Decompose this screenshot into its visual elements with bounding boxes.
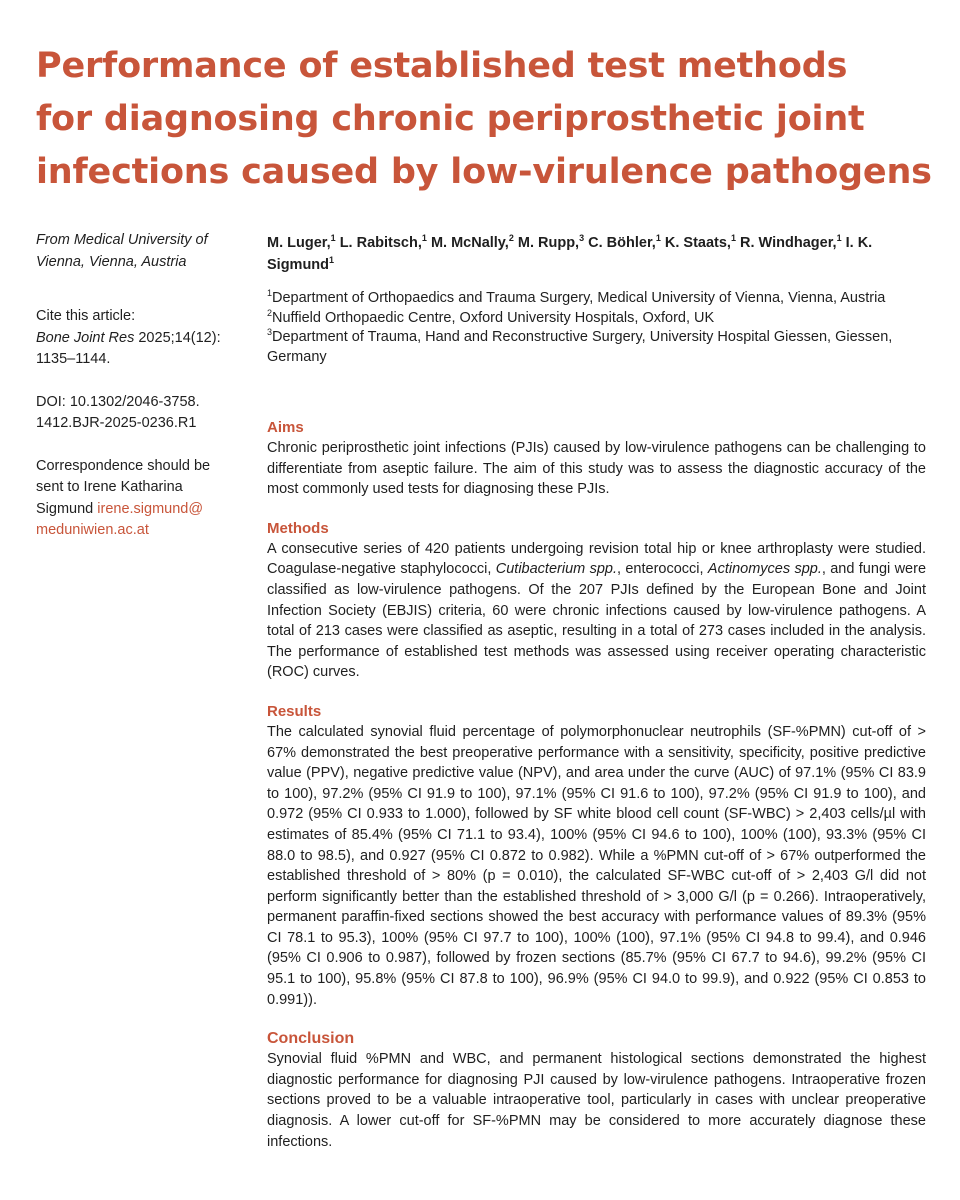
email-link-part-1[interactable]: irene.sigmund@ bbox=[97, 500, 204, 517]
affiliation-sup: 3 bbox=[267, 327, 273, 338]
author-affil-sup: 1 bbox=[655, 233, 661, 244]
origin-line-2: Vienna, Vienna, Austria bbox=[36, 253, 187, 270]
cite-journal-line bbox=[36, 328, 236, 350]
affiliation-sup: 2 bbox=[267, 307, 273, 318]
aims-text: Chronic periprosthetic joint infections (PJIs) caused by low-virulence pathogens can be challenging to differentiate from aseptic failure. The aim of this study was to assess the diagnostic accuracy of the most commonly used tests for diagnosing these PJIs. bbox=[267, 440, 926, 498]
methods-section bbox=[267, 519, 926, 683]
abstract bbox=[267, 418, 926, 1171]
author-affil-sup: 1 bbox=[836, 233, 842, 244]
corr-line-2: sent to Irene Katharina bbox=[36, 479, 183, 495]
corr-line-3 bbox=[36, 499, 236, 521]
results-heading: Results bbox=[267, 702, 322, 720]
methods-text-a: A consecutive series of 420 patients undergoing revision total hip or knee arthroplasty were studied. Coagulase-negative staphylococci, bbox=[267, 540, 926, 578]
author: I. K. Sigmund bbox=[267, 235, 873, 273]
author-affil-sup: 3 bbox=[579, 233, 585, 244]
affiliation-text: Department of Orthopaedics and Trauma Surgery, Medical University of Vienna, Vienna, Austria bbox=[272, 290, 886, 306]
title-line-1: Performance of established test methods bbox=[36, 46, 848, 86]
methods-italic-actinomyces: Actinomyces spp. bbox=[707, 561, 822, 578]
title-line-3: infections caused by low-virulence pathogens bbox=[36, 152, 932, 192]
corr-line-1: Correspondence should be bbox=[36, 457, 211, 474]
sidebar-doi bbox=[36, 392, 236, 435]
author-list bbox=[267, 232, 926, 276]
author: M. Rupp, bbox=[517, 235, 580, 251]
author-affil-sup: 2 bbox=[508, 233, 514, 244]
results-text: The calculated synovial fluid percentage of polymorphonuclear neutrophils (SF-%PMN) cut-off of > 67% demonstrated the best preoperative performance with a sensitivity, specificity, positive predictive value (PPV), negative predictive value (NPV), and area under the curve (AUC) of 97.1% (95% CI 83.9 to 100), 97.2% (95% CI 91.9 to 100), 97.1% (95% CI 91.6 to 100), 97.2% (95% CI 91.9 to 100), and 0.972 (95% CI 0.933 to 1.000), followed by SF white blood cell count (SF-WBC) > 2,403 cells/µl with estimates of 85.4% (95% CI 71.1 to 93.4), 100% (95% CI 94.6 to 100), 100% (100), 93.3% (95% CI 88.0 to 98.5), and 0.927 (95% CI 0.872 to 0.982). While a %PMN cut-off of > 67% outperformed the established threshold of > 80% (p = 0.010), the calculated SF-WBC cut-off of > 2,403 G/l did not perform significantly better than the established threshold of > 3,000 G/l (p = 0.266). Intraoperatively, permanent paraffin-fixed sections showed the best accuracy with performance values of 89.3% (95% CI 78.1 to 95.3), 100% (95% CI 97.7 to 100), 100% (100), 97.1% (95% CI 94.8 to 99.4), and 0.946 (95% CI 0.906 to 0.987), followed by frozen sections (85.7% (95% CI 67.7 to 94.6), 99.2% (95% CI 95.1 to 100), 95.8% (95% CI 87.8 to 100), 96.9% (95% CI 94.0 to 99.9), and 0.922 (95% CI 0.853 to 0.991)). bbox=[267, 723, 926, 1008]
affiliation-item bbox=[267, 328, 926, 367]
article-sidebar bbox=[36, 230, 236, 563]
conclusion-heading: Conclusion bbox=[267, 1030, 355, 1048]
author: M. Luger, bbox=[267, 235, 331, 251]
author: C. Böhler, bbox=[588, 235, 656, 251]
corr-name: Sigmund bbox=[36, 500, 98, 517]
author: L. Rabitsch, bbox=[339, 235, 422, 251]
article-title bbox=[36, 40, 936, 199]
sidebar-citation bbox=[36, 306, 236, 371]
cite-issue: 2025;14(12): bbox=[134, 329, 221, 346]
affiliation-sup: 1 bbox=[267, 288, 273, 299]
author-affil-sup: 1 bbox=[330, 233, 336, 244]
author: R. Windhager, bbox=[740, 235, 837, 251]
affiliation-text: Nuffield Orthopaedic Centre, Oxford University Hospitals, Oxford, UK bbox=[272, 309, 715, 326]
methods-heading: Methods bbox=[267, 519, 329, 537]
methods-text-c: , and fungi were classified as low-virulence pathogens. Of the 207 PJIs defined by the European Bone and Joint Infection Society (EBJIS) criteria, 60 were chronic infections caused by low-virulence pathogens. A total of 213 cases were classified as aseptic, resulting in a total of 273 cases included in the analysis. The performance of established test methods was assessed using receiver operating characteristic (ROC) curves. bbox=[267, 561, 927, 681]
author-affil-sup: 1 bbox=[421, 233, 427, 244]
conclusion-text: Synovial fluid %PMN and WBC, and permanent histological sections demonstrated the highest diagnostic performance for diagnosing PJI caused by low-virulence pathogens. Intraoperative frozen sections proved to be a valuable intraoperative tool, particularly in cases with unclear preoperative diagnosis. A lower cut-off for SF-%PMN may be considered to more accurately diagnose these infections. bbox=[267, 1051, 926, 1150]
methods-text-b: , enterococci, bbox=[616, 561, 708, 578]
aims-heading: Aims bbox=[267, 419, 304, 436]
doi-line-2: 1412.BJR-2025-0236.R1 bbox=[36, 415, 197, 431]
author-affil-sup: 1 bbox=[329, 255, 335, 266]
author-affil-sup: 1 bbox=[730, 233, 736, 244]
title-line-2: for diagnosing chronic periprosthetic joint bbox=[36, 99, 865, 139]
affiliation-list bbox=[267, 289, 926, 367]
origin-line-1: From Medical University of bbox=[36, 232, 208, 248]
conclusion-section bbox=[267, 1029, 926, 1152]
results-section bbox=[267, 702, 926, 1010]
aims-section bbox=[267, 418, 926, 500]
article-header bbox=[267, 232, 926, 367]
email-link-part-2[interactable]: meduniwien.ac.at bbox=[36, 522, 149, 538]
cite-label: Cite this article: bbox=[36, 308, 136, 324]
affiliation-text: Department of Trauma, Hand and Reconstructive Surgery, University Hospital Giessen, Giessen, Germany bbox=[267, 329, 893, 365]
author: M. McNally, bbox=[430, 235, 509, 251]
doi-line-1: DOI: 10.1302/2046-3758. bbox=[36, 393, 200, 410]
methods-text bbox=[267, 539, 926, 683]
methods-italic-cutibacterium: Cutibacterium spp. bbox=[495, 561, 617, 578]
affiliation-item bbox=[267, 309, 926, 329]
author: K. Staats, bbox=[664, 235, 731, 251]
cite-pages: 1135–1144. bbox=[36, 351, 111, 367]
sidebar-correspondence bbox=[36, 456, 236, 542]
cite-journal: Bone Joint Res bbox=[36, 329, 135, 346]
affiliation-item bbox=[267, 289, 926, 309]
sidebar-origin bbox=[36, 230, 236, 273]
